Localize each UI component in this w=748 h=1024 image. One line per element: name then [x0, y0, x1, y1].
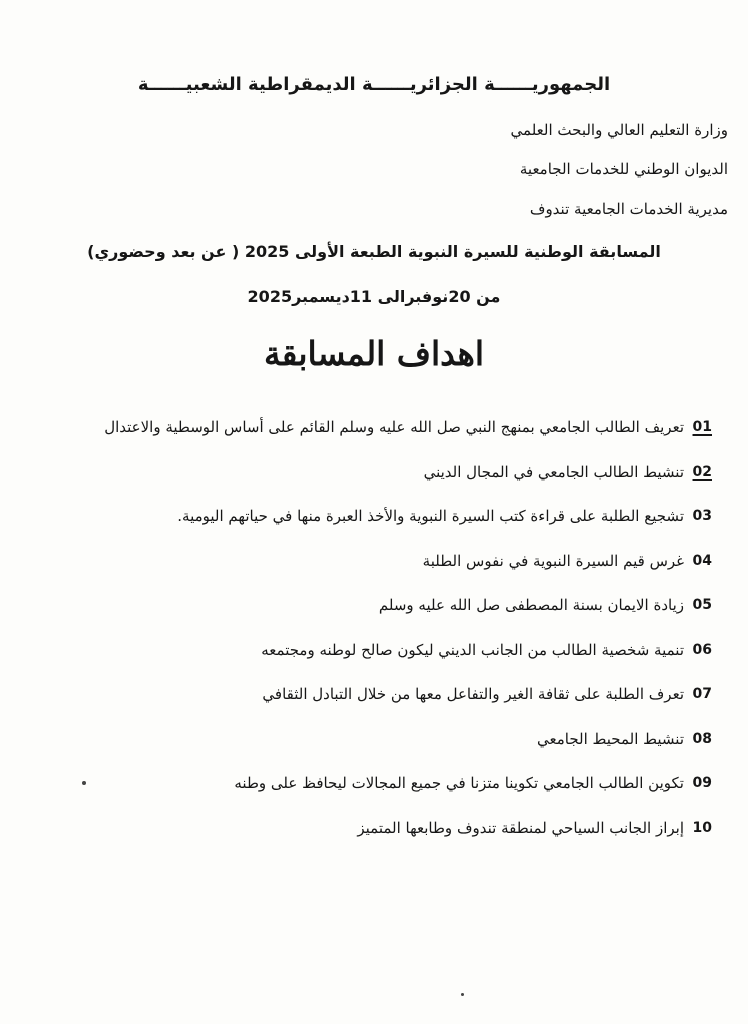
objective-item	[62, 539, 712, 584]
directorate-name: مديرية الخدمات الجامعية تندوف	[529, 200, 728, 218]
objective-text: تكوين الطالب الجامعي تكوينا متزنا في جميع المجالات ليحافظ على وطنه	[234, 774, 684, 793]
objective-item	[62, 806, 712, 851]
objective-text: تشجيع الطلبة على قراءة كتب السيرة النبوية والأخذ العبرة منها في حياتهم اليومية.	[177, 507, 684, 526]
objective-text: تعريف الطالب الجامعي بمنهج النبي صل الله عليه وسلم القائم على أساس الوسطية والاعتدال	[104, 418, 684, 437]
country-name: الجمهوريــــــة الجزائريــــــة الديمقراطية الشعبيــــــة	[137, 74, 611, 95]
objective-item	[62, 717, 712, 762]
objective-text: تعرف الطلبة على ثقافة الغير والتفاعل معها من خلال التبادل الثقافي	[262, 685, 684, 704]
objectives-heading: اهداف المسابقة	[263, 334, 485, 373]
objective-number: 08	[692, 730, 712, 747]
scan-speck	[82, 781, 86, 785]
objective-number: 04	[692, 552, 712, 569]
objective-number: 03	[692, 508, 712, 525]
scan-speck	[461, 993, 464, 996]
objective-text: تنشيط المحيط الجامعي	[536, 729, 684, 748]
objective-item	[62, 583, 712, 628]
objective-number: 10	[692, 819, 712, 836]
objective-text: تنمية شخصية الطالب من الجانب الديني ليكون صالح لوطنه ومجتمعه	[261, 640, 684, 659]
office-name: الديوان الوطني للخدمات الجامعية	[519, 160, 728, 178]
objective-item	[62, 672, 712, 717]
objective-item	[62, 450, 712, 495]
objective-text: غرس قيم السيرة النبوية في نفوس الطلبة	[422, 551, 684, 570]
objective-number: 01	[692, 419, 712, 436]
ministry-name: وزارة التعليم العالي والبحث العلمي	[510, 121, 728, 139]
competition-dates: من 20نوفبرالى 11ديسمبر2025	[247, 287, 501, 306]
competition-title: المسابقة الوطنية للسيرة النبوية الطبعة الأولى 2025 ( عن بعد وحضوري)	[87, 242, 661, 261]
objective-item	[62, 628, 712, 673]
objective-number: 07	[692, 686, 712, 703]
objective-text: زيادة الايمان بسنة المصطفى صل الله عليه وسلم	[378, 596, 684, 615]
objective-text: تنشيط الطالب الجامعي في المجال الديني	[423, 462, 684, 481]
objectives-list	[62, 405, 712, 850]
objective-item	[62, 494, 712, 539]
objective-item	[62, 761, 712, 806]
objective-number: 02	[692, 463, 712, 480]
objective-item	[62, 405, 712, 450]
objective-number: 06	[692, 641, 712, 658]
objective-number: 09	[692, 775, 712, 792]
objective-number: 05	[692, 597, 712, 614]
objective-text: إبراز الجانب السياحي لمنطقة تندوف وطابعها المتميز	[357, 818, 684, 837]
